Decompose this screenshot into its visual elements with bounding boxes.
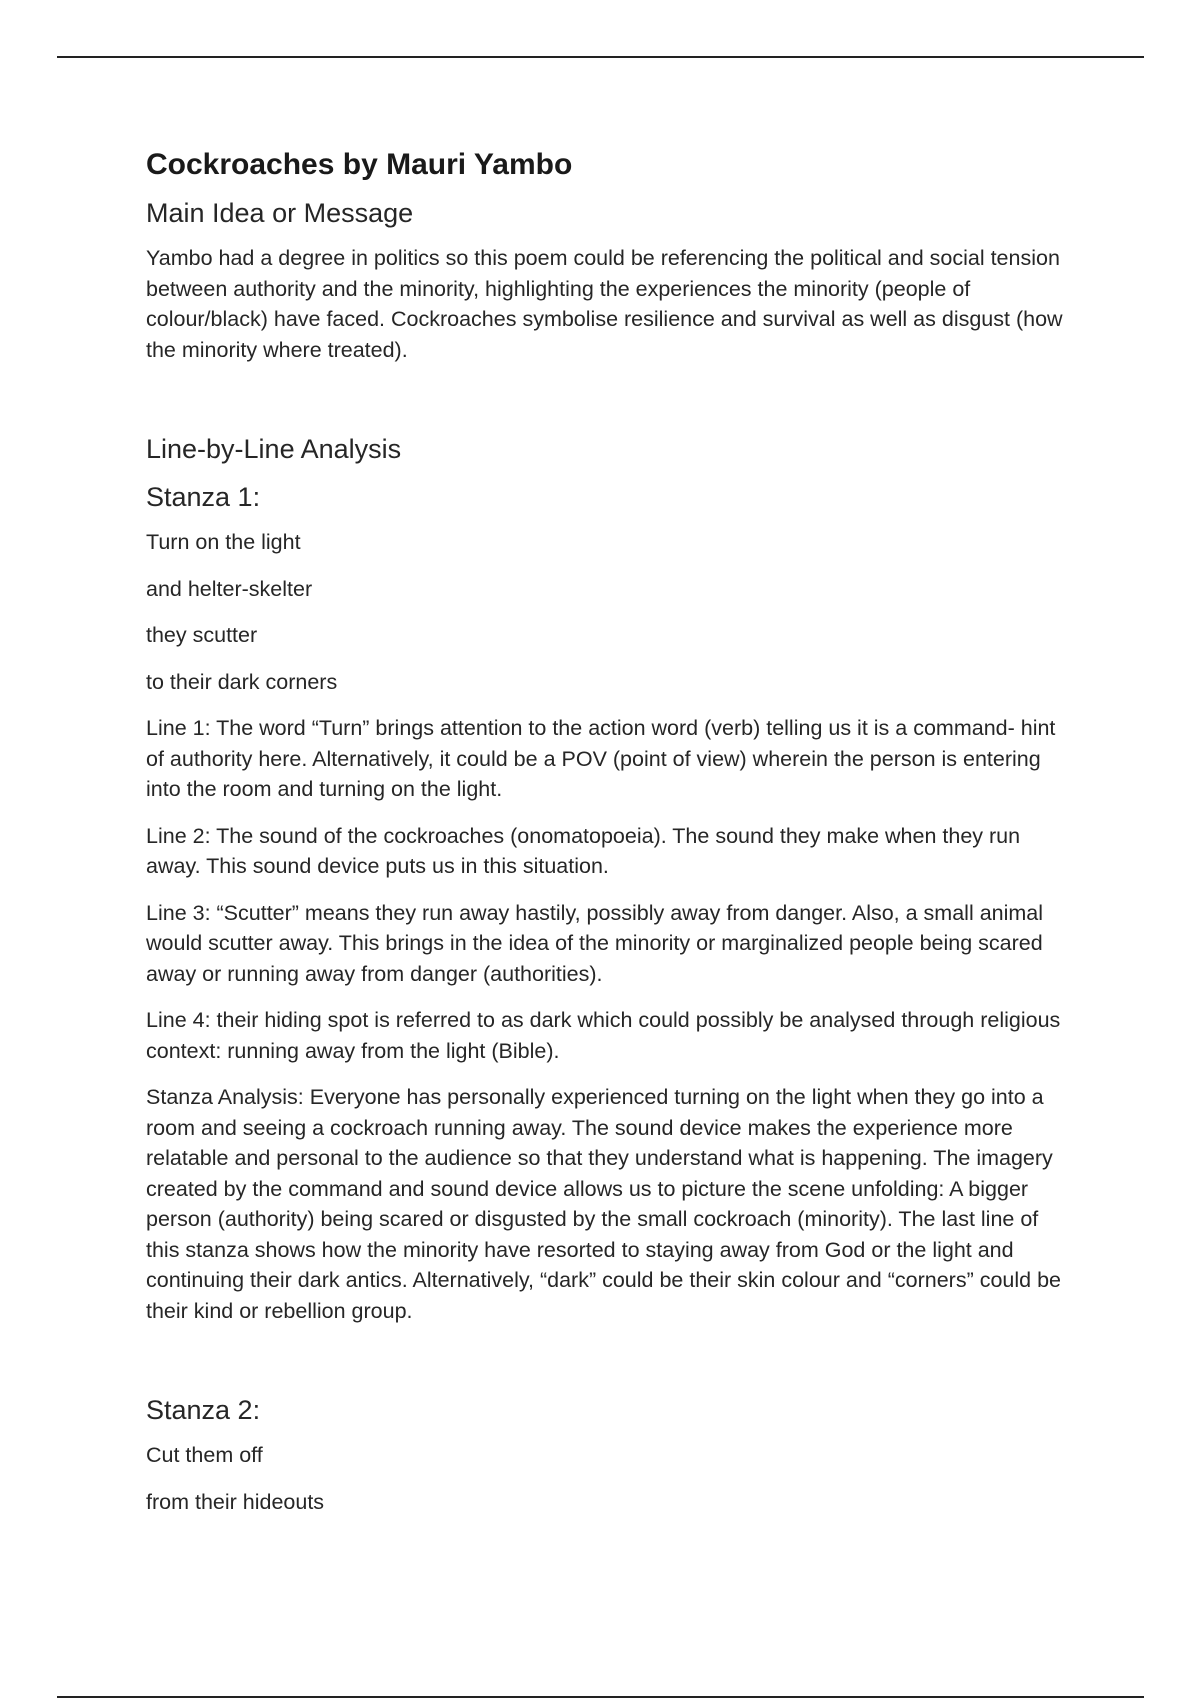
document-body bbox=[146, 145, 1076, 1533]
stanza-1-line: Turn on the light bbox=[146, 530, 301, 554]
main-idea-heading: Main Idea or Message bbox=[146, 198, 414, 228]
stanza-analysis: Stanza Analysis: Everyone has personally experienced turning on the light when they go into a room and seeing a cockroach running away. The sound device makes the experience more relatable and personal to the audience so that they understand what is happening. The imagery created by the command and sound device allows us to picture the scene unfolding: A bigger person (authority) being scared or disgusted by the small cockroach (minority). The last line of this stanza shows how the minority have resorted to staying away from God or the light and continuing their dark antics. Alternatively, “dark” could be their skin colour and “corners” could be their kind or rebellion group. bbox=[146, 1085, 1061, 1323]
line-3-analysis: Line 3: “Scutter” means they run away hastily, possibly away from danger. Also, a small animal would scutter away. This brings in the idea of the minority or marginalized people being scared away or running away from danger (authorities). bbox=[146, 900, 1044, 986]
stanza-2-heading: Stanza 2: bbox=[146, 1395, 261, 1425]
section-spacer bbox=[146, 1342, 1076, 1392]
line-4-analysis: Line 4: their hiding spot is referred to as dark which could possibly be analysed through religious context: running away from the light (Bible). bbox=[146, 1008, 1061, 1063]
bottom-rule bbox=[57, 1696, 1144, 1698]
stanza-1-heading: Stanza 1: bbox=[146, 482, 261, 512]
stanza-2-line: from their hideouts bbox=[146, 1489, 325, 1514]
stanza-1-line: to their dark corners bbox=[146, 669, 338, 694]
document-title: Cockroaches by Mauri Yambo bbox=[146, 148, 573, 181]
analysis-heading: Line-by-Line Analysis bbox=[146, 434, 402, 464]
stanza-1-line: they scutter bbox=[146, 623, 258, 647]
section-spacer bbox=[146, 381, 1076, 431]
top-rule bbox=[57, 56, 1144, 58]
stanza-1-line: and helter-skelter bbox=[146, 576, 313, 601]
stanza-2-line: Cut them off bbox=[146, 1443, 263, 1467]
main-idea-paragraph: Yambo had a degree in politics so this poem could be referencing the political and social tension between authority and the minority, highlighting the experiences the minority (people of colour/black) have faced. Cockroaches symbolise resilience and survival as well as disgust (how the minority where treated). bbox=[146, 246, 1063, 362]
line-1-analysis: Line 1: The word “Turn” brings attention to the action word (verb) telling us it is a command- hint of authority here. Alternatively, it could be a POV (point of view) wherein the person is entering into the room and turning on the light. bbox=[146, 716, 1056, 801]
line-2-analysis: Line 2: The sound of the cockroaches (onomatopoeia). The sound they make when they run away. This sound device puts us in this situation. bbox=[146, 823, 1021, 878]
